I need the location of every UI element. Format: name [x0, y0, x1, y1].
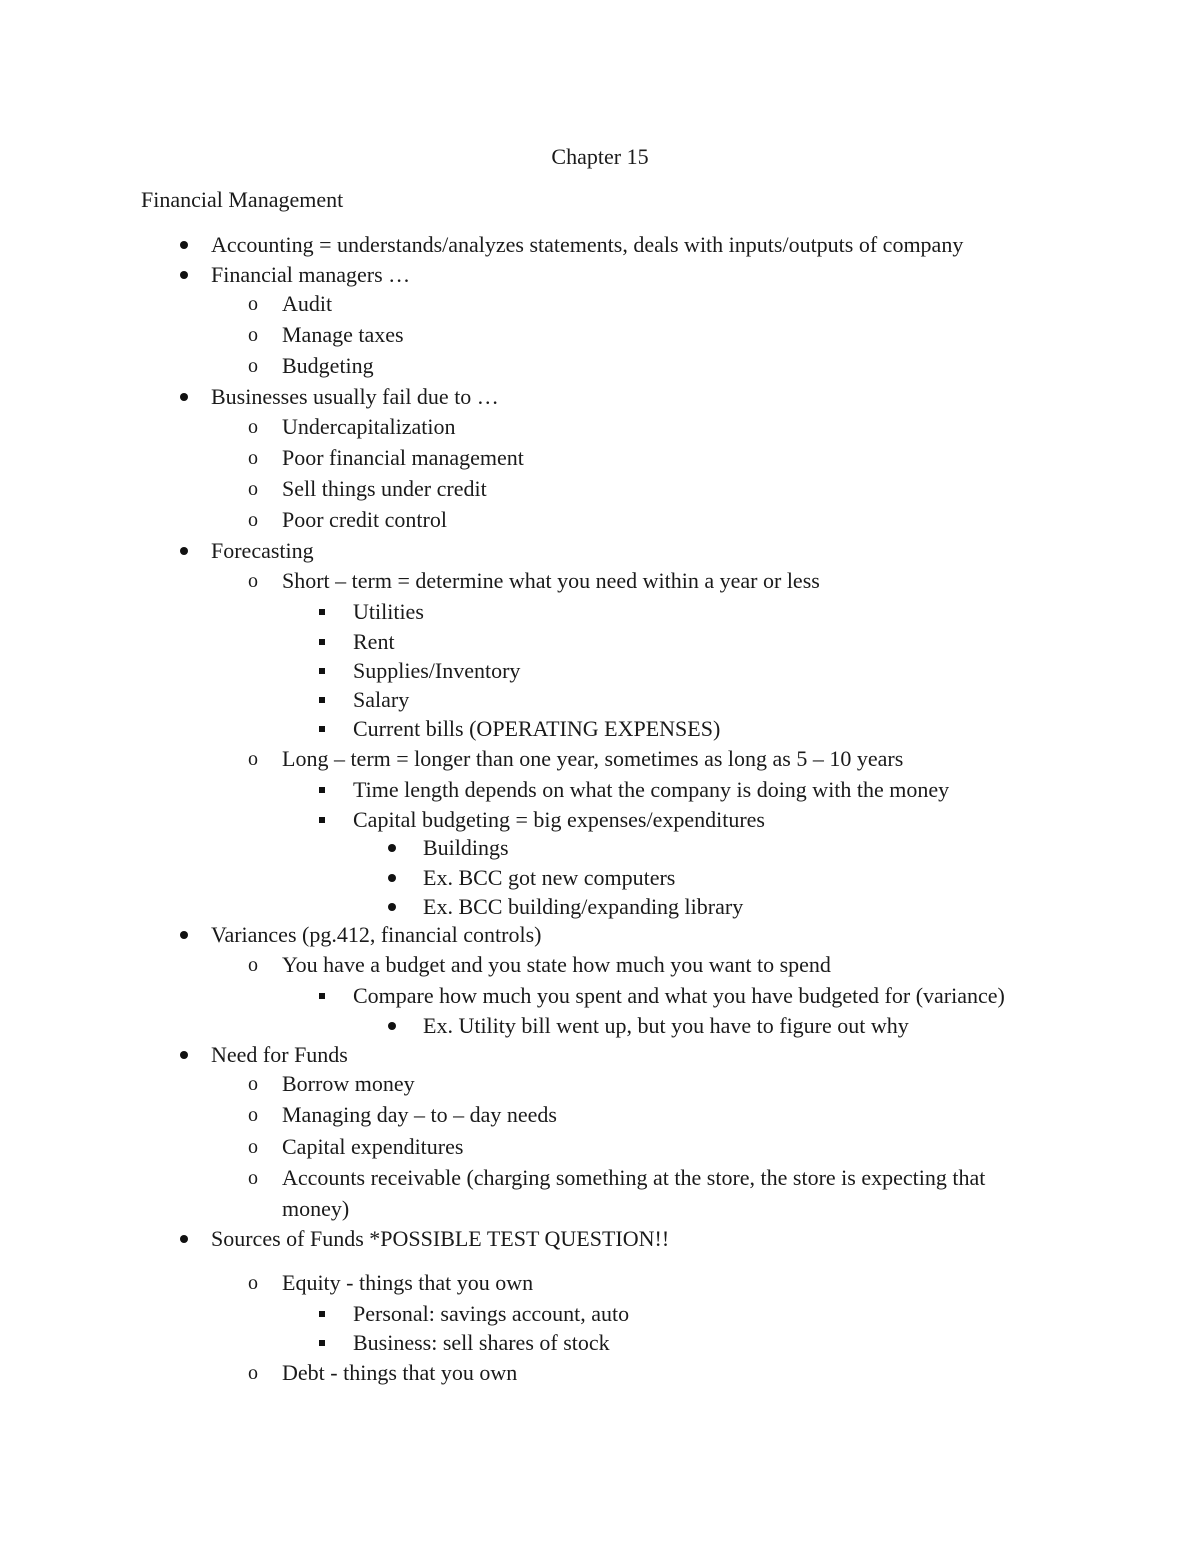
list-item-text: Sell things under credit [282, 476, 487, 501]
list-item-text: Buildings [423, 835, 509, 860]
list-item-text: Debt - things that you own [282, 1360, 518, 1385]
list-item-text: Capital budgeting = big expenses/expenditures [353, 807, 765, 832]
square-bullet-icon [319, 776, 325, 804]
square-bullet-icon [319, 806, 325, 834]
list-item-text: Undercapitalization [282, 414, 456, 439]
bullet-icon [174, 1041, 194, 1069]
list-item-text: Accounting = understands/analyzes statements, deals with inputs/outputs of company [211, 232, 964, 257]
list-item-text: Capital expenditures [282, 1134, 464, 1159]
bullet-icon [174, 921, 194, 949]
list-item-text: Supplies/Inventory [353, 658, 521, 683]
square-bullet-icon [319, 1300, 325, 1328]
list-item-text: Time length depends on what the company is doing with the money [353, 777, 950, 802]
list-item-text: Salary [353, 687, 410, 712]
circle-bullet-icon: o [248, 416, 258, 438]
square-bullet-icon [319, 715, 325, 743]
list-item-text: Financial managers … [211, 262, 411, 287]
list-item-text: Borrow money [282, 1071, 415, 1096]
list-item-text: Current bills (OPERATING EXPENSES) [353, 716, 721, 741]
list-item-text: Ex. Utility bill went up, but you have to figure out why [423, 1013, 909, 1038]
list-item-text: Personal: savings account, auto [353, 1301, 630, 1326]
square-bullet-icon [319, 657, 325, 685]
list-item-text: Accounts receivable (charging something at the store, the store is expecting that [282, 1165, 986, 1190]
square-bullet-icon [319, 686, 325, 714]
circle-bullet-icon: o [248, 1167, 258, 1189]
circle-bullet-icon: o [248, 1272, 258, 1294]
list-item-text: Ex. BCC building/expanding library [423, 894, 744, 919]
list-item-text: Utilities [353, 599, 424, 624]
circle-bullet-icon: o [248, 324, 258, 346]
bullet-icon [174, 537, 194, 565]
bullet-icon [388, 1012, 396, 1040]
square-bullet-icon [319, 628, 325, 656]
list-item-text: Businesses usually fail due to … [211, 384, 499, 409]
list-item-text: You have a budget and you state how much you want to spend [282, 952, 831, 977]
list-item-text: Budgeting [282, 353, 374, 378]
circle-bullet-icon: o [248, 1104, 258, 1126]
page-title: Chapter 15 [551, 144, 649, 169]
bullet-icon [388, 834, 396, 862]
circle-bullet-icon: o [248, 447, 258, 469]
list-item-text: Poor credit control [282, 507, 447, 532]
list-item-text: Manage taxes [282, 322, 404, 347]
bullet-icon [388, 893, 396, 921]
circle-bullet-icon: o [248, 293, 258, 315]
circle-bullet-icon: o [248, 1136, 258, 1158]
circle-bullet-icon: o [248, 1362, 258, 1384]
bullet-icon [174, 261, 194, 289]
list-item-text: Compare how much you spent and what you have budgeted for (variance) [353, 983, 1005, 1008]
square-bullet-icon [319, 598, 325, 626]
list-item-text: Forecasting [211, 538, 314, 563]
list-item-text: Variances (pg.412, financial controls) [211, 922, 542, 947]
list-item-text: Sources of Funds *POSSIBLE TEST QUESTION!! [211, 1226, 670, 1251]
list-item-text: Equity - things that you own [282, 1270, 534, 1295]
bullet-icon [174, 231, 194, 259]
bullet-icon [174, 1225, 194, 1253]
list-item-text: Business: sell shares of stock [353, 1330, 610, 1355]
list-item-text: Short – term = determine what you need within a year or less [282, 568, 820, 593]
list-item-text: Need for Funds [211, 1042, 348, 1067]
list-item-text: Managing day – to – day needs [282, 1102, 557, 1127]
circle-bullet-icon: o [248, 748, 258, 770]
circle-bullet-icon: o [248, 570, 258, 592]
list-item-text: Ex. BCC got new computers [423, 865, 676, 890]
bullet-icon [174, 383, 194, 411]
bullet-icon [388, 864, 396, 892]
list-item-text: Poor financial management [282, 445, 524, 470]
section-heading: Financial Management [141, 187, 344, 212]
circle-bullet-icon: o [248, 478, 258, 500]
list-item-text: Rent [353, 629, 395, 654]
circle-bullet-icon: o [248, 954, 258, 976]
circle-bullet-icon: o [248, 509, 258, 531]
list-item-text-continued: money) [282, 1196, 350, 1221]
list-item-text: Audit [282, 291, 333, 316]
circle-bullet-icon: o [248, 1073, 258, 1095]
square-bullet-icon [319, 1329, 325, 1357]
circle-bullet-icon: o [248, 355, 258, 377]
square-bullet-icon [319, 982, 325, 1010]
list-item-text: Long – term = longer than one year, sometimes as long as 5 – 10 years [282, 746, 904, 771]
